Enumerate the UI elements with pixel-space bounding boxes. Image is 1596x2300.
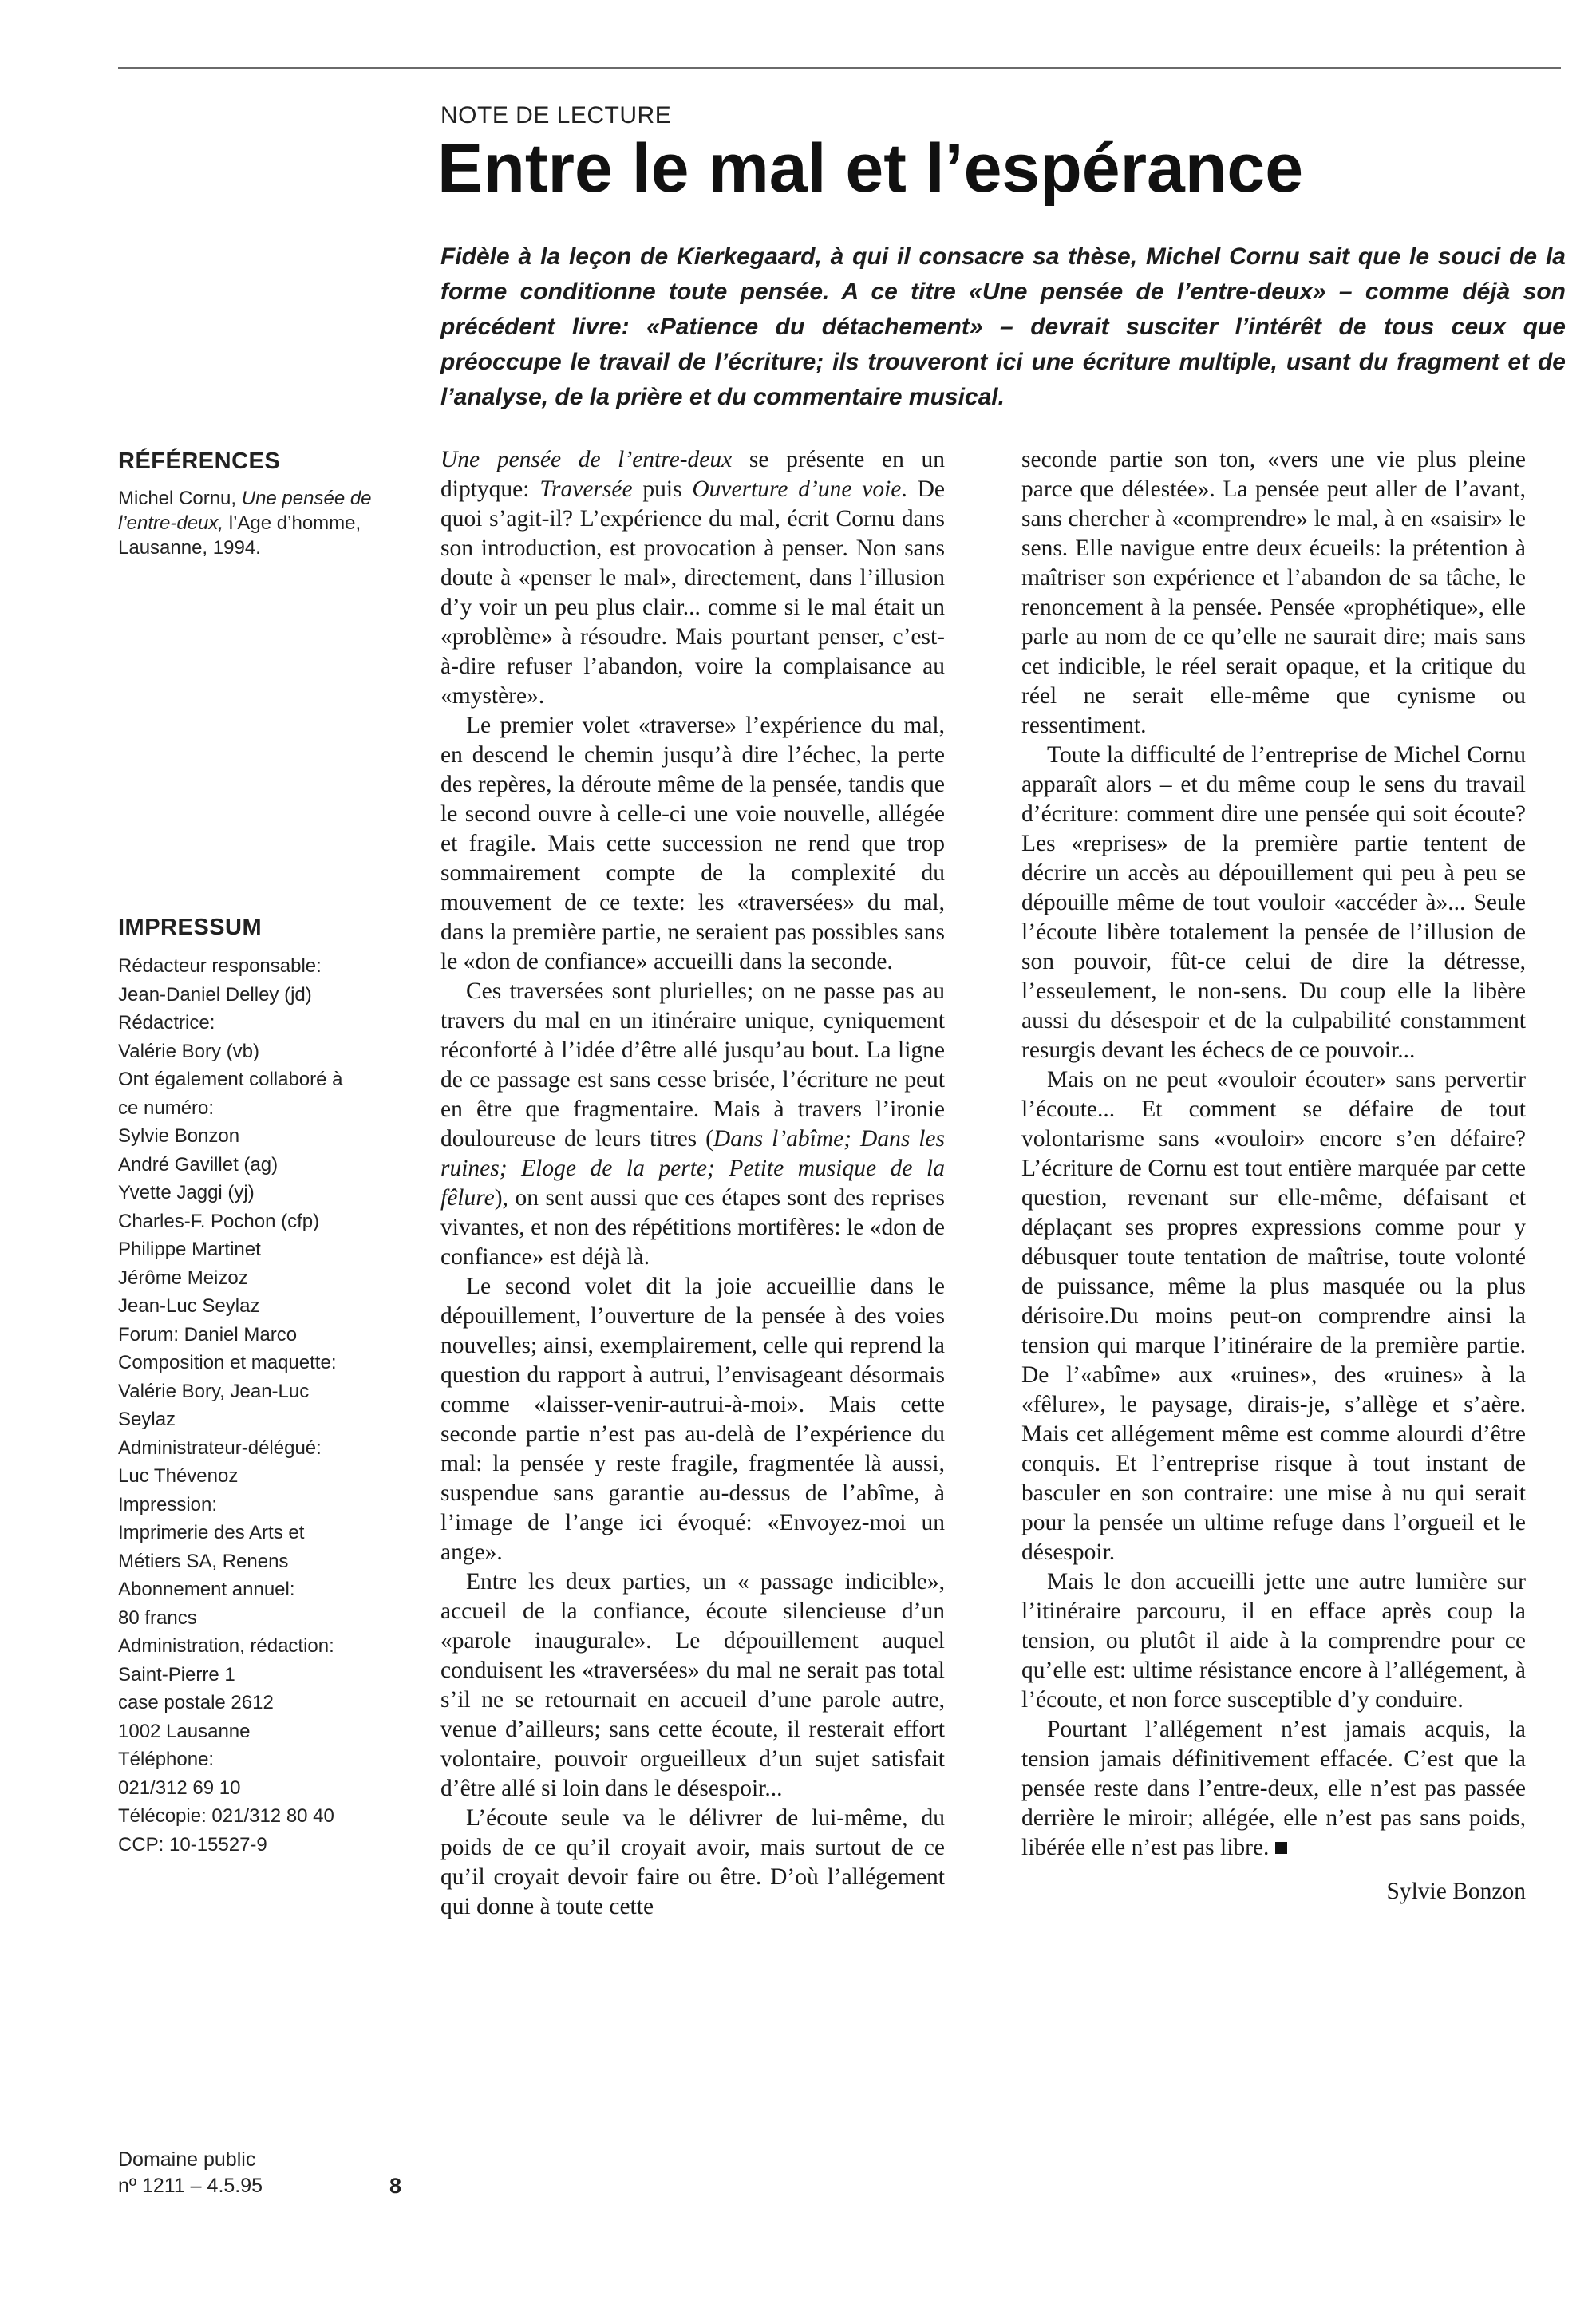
text-run: se présente en un diptyque:	[440, 447, 945, 502]
text-run: Pourtant l’allégement n’est jamais acquis, la tension jamais définitivement effacée. C’est que la pensée reste dans l’entre-deux, elle n’est pas passée derrière le miroir; allégée, elle n’est pas sans poids, libérée elle n’est pas libre.	[1021, 1717, 1526, 1860]
paragraph: Mais le don accueilli jette une autre lumière sur l’itinéraire parcouru, il en efface après coup la tension, ou plutôt il aide à la comprendre pour ce qu’elle est: ultime résistance encore à l’allégement, à l’écoute, et non force susceptible d’y conduire.	[1021, 1569, 1526, 1713]
article-title: Entre le mal et l’espérance	[437, 130, 1304, 207]
impressum-box	[118, 915, 405, 1859]
impressum-line: Téléphone:	[118, 1749, 215, 1770]
impressum-line: Composition et maquette:	[118, 1352, 337, 1373]
top-rule	[118, 67, 1561, 69]
text-run: ), on sent aussi que ces étapes sont des reprises vivantes, et non des répétitions mortifères: le «don de confiance» est déjà là.	[440, 1185, 945, 1270]
issue-info: nº 1211 – 4.5.95	[118, 2175, 263, 2197]
impressum-line: Yvette Jaggi (yj)	[118, 1182, 255, 1203]
impressum-line: Philippe Martinet	[118, 1239, 261, 1260]
publication-name: Domaine public	[118, 2148, 256, 2171]
part-title-inline: Ouverture d’une voie	[692, 476, 902, 502]
text-run: puis	[632, 476, 693, 502]
book-title-inline: Une pensée de l’entre-deux	[440, 447, 733, 472]
impressum-line: Valérie Bory, Jean-Luc	[118, 1380, 310, 1402]
paragraph: Le premier volet «traverse» l’expérience du mal, en descend le chemin jusqu’à dire l’échec, la perte des repères, la déroute même de la pensée, tandis que le second ouvre à celle-ci une voie nouvelle, allégée et fragile. Mais cette succession ne rend que trop sommairement compte de la complexité du mouvement de ce texte: les «traversées» du mal, dans la première partie, ne seraient pas possibles sans le «don de confiance» accueilli dans la seconde.	[440, 713, 945, 974]
paragraph: seconde partie son ton, «vers une vie plus pleine parce que délestée». La pensée peut aller de l’avant, sans chercher à «comprendre» le mal, à en «saisir» le sens. Elle navigue entre deux écueils: la prétention à maîtriser son expérience et l’abandon de sa tâche, le renoncement à la pensée. Pensée «prophétique», elle parle au nom de ce qu’elle ne saurait dire; mais sans cet indicible, le réel serait opaque, et la critique du réel ne serait elle-même que cynisme ou ressentiment.	[1021, 447, 1526, 738]
impressum-line: Seylaz	[118, 1409, 176, 1430]
impressum-line: Rédactrice:	[118, 1012, 215, 1033]
impressum-line: ce numéro:	[118, 1097, 215, 1119]
author-signature: Sylvie Bonzon	[1386, 1879, 1526, 1904]
page-footer	[118, 2147, 401, 2199]
impressum-line: Luc Thévenoz	[118, 1465, 239, 1487]
impressum-line: André Gavillet (ag)	[118, 1153, 279, 1176]
impressum-line: Rédacteur responsable:	[118, 955, 322, 977]
impressum-line: 021/312 69 10	[118, 1776, 241, 1799]
chapter-titles-inline: Dans l’abîme; Dans les ruines; Eloge de la perte; Petite musique de la fêlure	[440, 1126, 945, 1211]
impressum-line: Sylvie Bonzon	[118, 1125, 240, 1147]
article-column-2	[1021, 445, 1526, 1907]
article-column-1	[440, 445, 945, 1922]
references-heading: RÉFÉRENCES	[118, 449, 281, 474]
paragraph	[440, 977, 945, 1272]
impressum-line: Administrateur-délégué:	[118, 1437, 322, 1459]
references-text	[118, 486, 405, 560]
text-run: Ces traversées sont plurielles; on ne passe pas au travers du mal en un itinéraire unique, cyniquement réconforté à l’idée d’être allé jusqu’au bout. La ligne de ce passage est sans cesse brisée, l’écriture ne peut en être que fragmentaire. Mais à travers l’ironie douloureuse de leurs titres (	[440, 978, 945, 1152]
impressum-line: Saint-Pierre 1	[118, 1663, 235, 1685]
impressum-line: Forum: Daniel Marco	[118, 1323, 298, 1346]
paragraph: L’écoute seule va le délivrer de lui-même, du poids de ce qu’il croyait avoir, mais surtout de ce qu’il croyait devoir faire ou être. D’où l’allégement qui donne à toute cette	[440, 1805, 945, 1919]
references-box	[118, 449, 405, 560]
impressum-line: Impression:	[118, 1493, 218, 1516]
impressum-lines	[118, 952, 405, 1859]
impressum-line: Administration, rédaction:	[118, 1635, 334, 1657]
paragraph: Mais on ne peut «vouloir écouter» sans pervertir l’écoute... Et comment se défaire de tout volontarisme sans «vouloir» encore s’en défaire? L’écriture de Cornu est tout entière marquée par cette question, revenant sur elle-même, défaisant et déplaçant ses propres expressions comme pour y débusquer toute tentation de maîtrise, toute volonté de puissance, même la plus masquée ou la plus dérisoire.Du moins peut-on comprendre ainsi la tension qui marque l’itinéraire de la première partie. De l’«abîme» aux «ruines», des «ruines» à la «fêlure», le paysage, dirais-je, s’allège et s’aère. Mais cet allégement même est comme alourdi d’être conquis. Et l’entreprise risque à tout instant de basculer en son contraire: une mise à nu qui serait pour la pensée un ultime refuge dans l’orgueil et le désespoir.	[1021, 1067, 1526, 1565]
impressum-heading: IMPRESSUM	[118, 915, 263, 940]
reference-author: Michel Cornu,	[118, 488, 237, 509]
page-number: 8	[389, 2174, 401, 2198]
impressum-line: CCP: 10-15527-9	[118, 1833, 267, 1855]
impressum-line: 80 francs	[118, 1606, 197, 1629]
impressum-line: Jean-Luc Seylaz	[118, 1295, 260, 1317]
paragraph	[1021, 1715, 1526, 1863]
end-mark-icon	[1275, 1842, 1287, 1854]
section-kicker: NOTE DE LECTURE	[440, 102, 672, 128]
impressum-line: Jérôme Meizoz	[118, 1267, 248, 1289]
impressum-line: Valérie Bory (vb)	[118, 1040, 259, 1062]
text-run: . De quoi s’agit-il? L’expérience du mal, écrit Cornu dans son introduction, est provocation à penser. Non sans doute à «penser le mal», directement, dans l’illusion d’y voir un peu plus clair... comme si le mal était un «problème» à résoudre. Mais pourtant penser, c’est-à-dire refuser l’abandon, voire la complaisance au «mystère».	[440, 476, 945, 709]
paragraph: Le second volet dit la joie accueillie dans le dépouillement, l’ouverture de la pensée à des voies nouvelles; ainsi, exemplairement, celle qui reprend la question du rapport à autrui, l’envisageant désormais comme «laisser-venir-autrui-à-moi». Mais cette seconde partie n’est pas au-delà de l’expérience du mal: la pensée y reste fragile, fragmentée là aussi, suspendue sans garantie au-dessus de l’abîme, à l’image de l’ange ici évoqué: «Envoyez-moi un ange».	[440, 1274, 945, 1565]
impressum-line: Ont également collaboré à	[118, 1069, 343, 1090]
reference-book-title: Une pensée de l’entre-deux,	[118, 488, 372, 534]
impressum-line: Charles-F. Pochon (cfp)	[118, 1210, 320, 1232]
paragraph	[440, 445, 945, 711]
impressum-line: Jean-Daniel Delley (jd)	[118, 983, 312, 1006]
impressum-line: Abonnement annuel:	[118, 1579, 295, 1600]
impressum-line: 1002 Lausanne	[118, 1720, 251, 1742]
reference-publisher: l’Age d’homme, Lausanne, 1994.	[118, 512, 361, 559]
impressum-line: Télécopie: 021/312 80 40	[118, 1805, 334, 1827]
impressum-line: Imprimerie des Arts et	[118, 1522, 305, 1543]
article-lead: Fidèle à la leçon de Kierkegaard, à qui il consacre sa thèse, Michel Cornu sait que le souci de la forme conditionne toute pensée. A ce titre «Une pensée de l’entre-deux» – comme déjà son précédent livre: «Patience du détachement» – devrait susciter l’intérêt de tous ceux que préoccupe le travail de l’écriture; ils trouveront ici une écriture multiple, usant du fragment et de l’analyse, de la prière et du commentaire musical.	[440, 243, 1566, 410]
paragraph: Toute la difficulté de l’entreprise de Michel Cornu apparaît alors – et du même coup le sens du travail d’écriture: comment dire une pensée qui soit écoute? Les «reprises» de la première partie tentent de décrire un accès au dépouillement qui peu à peu se dépouille même de tout vouloir «accéder à»... Seule l’écoute libère totalement la pensée de l’illusion de son pouvoir, fût-ce celui de dire la détresse, l’esseulement, le non-sens. Du coup elle la libère aussi du désespoir et de la culpabilité constamment resurgis devant les échecs de ce pouvoir...	[1021, 742, 1526, 1063]
part-title-inline: Traversée	[539, 476, 633, 502]
impressum-line: Métiers SA, Renens	[118, 1550, 289, 1572]
impressum-line: case postale 2612	[118, 1692, 274, 1713]
paragraph: Entre les deux parties, un « passage indicible», accueil de la confiance, écoute silencieuse d’un «parole inaugurale». Le dépouillement auquel conduisent les «traversées» du mal ne serait pas total s’il ne se retournait en accueil d’une parole autre, venue d’ailleurs; sans cette écoute, il resterait effort volontaire, pouvoir orgueilleux d’un sujet satisfait d’être allé si loin dans le désespoir...	[440, 1569, 945, 1801]
